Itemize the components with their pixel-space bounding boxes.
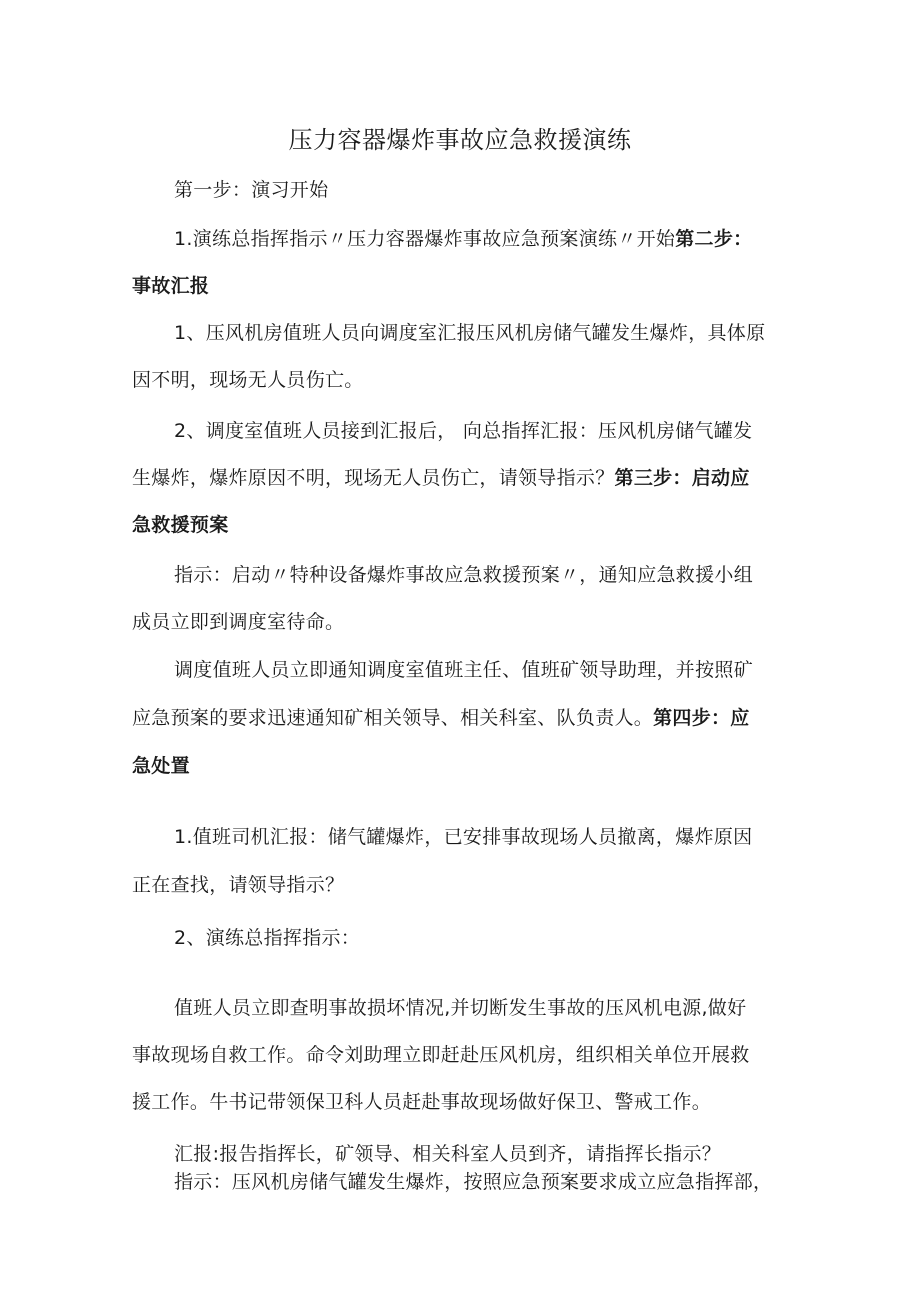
paragraph-line bbox=[132, 366, 364, 394]
step-three-heading-cont: 急救援预案 bbox=[132, 514, 229, 536]
paragraph-line bbox=[132, 1088, 711, 1116]
line-text: 生爆炸，爆炸原因不明，现场无人员伤亡，请领导指示？ bbox=[132, 467, 615, 489]
line-text: 事故现场自救工作。命令刘助理立即赶赴压风机房，组织相关单位开展救 bbox=[132, 1044, 750, 1066]
line-text: 1.演练总指挥指示〃压力容器爆炸事故应急预案演练〃开始 bbox=[174, 228, 676, 250]
step-two-heading: 第二步： bbox=[675, 228, 753, 250]
paragraph-line bbox=[132, 608, 344, 636]
paragraph-line bbox=[174, 1140, 721, 1168]
line-text: 援工作。牛书记带领保卫科人员赶赴事故现场做好保卫、警戒工作。 bbox=[132, 1091, 712, 1113]
line-text: 2、调度室值班人员接到汇报后， 向总指挥汇报：压风机房储气罐发 bbox=[174, 420, 753, 442]
paragraph-line bbox=[174, 924, 360, 952]
line-text: 汇报:报告指挥长，矿领导、相关科室人员到齐，请指挥长指示？ bbox=[174, 1143, 722, 1165]
paragraph-line bbox=[132, 464, 750, 492]
paragraph-line bbox=[132, 704, 750, 732]
paragraph-line bbox=[174, 823, 752, 851]
step-one-line bbox=[174, 176, 328, 204]
document-title: 压力容器爆炸事故应急救援演练 bbox=[288, 126, 632, 154]
line-text: 应急预案的要求迅速通知矿相关领导、相关科室、队负责人。 bbox=[132, 707, 654, 729]
paragraph-line bbox=[174, 225, 752, 253]
paragraph-line bbox=[174, 417, 752, 445]
paragraph-line bbox=[174, 994, 746, 1022]
step-three-heading: 第三步：启动应 bbox=[614, 467, 750, 489]
step-one-text: 第一步：演习开始 bbox=[174, 179, 329, 201]
paragraph-line bbox=[174, 319, 765, 347]
step-two-heading-cont: 事故汇报 bbox=[132, 275, 210, 297]
paragraph-line bbox=[132, 752, 190, 780]
line-text: 1.值班司机汇报：储气罐爆炸，已安排事故现场人员撤离，爆炸原因 bbox=[174, 826, 753, 848]
paragraph-line bbox=[132, 272, 209, 300]
step-four-heading-cont: 急处置 bbox=[132, 755, 190, 777]
line-text: 因不明，现场无人员伤亡。 bbox=[132, 369, 364, 391]
line-text: 1、压风机房值班人员向调度室汇报压风机房储气罐发生爆炸，具体原 bbox=[174, 322, 766, 344]
paragraph-line bbox=[174, 1168, 772, 1196]
paragraph-line bbox=[132, 871, 344, 899]
line-text: 值班人员立即查明事故损坏情况,并切断发生事故的压风机电源,做好 bbox=[174, 997, 747, 1019]
paragraph-line bbox=[132, 511, 229, 539]
paragraph-line bbox=[132, 1041, 750, 1069]
line-text: 2、演练总指挥指示： bbox=[174, 927, 361, 949]
step-four-heading: 第四步：应 bbox=[653, 707, 750, 729]
line-text: 指示：启动〃特种设备爆炸事故应急救援预案〃，通知应急救援小组 bbox=[174, 564, 754, 586]
paragraph-line bbox=[174, 656, 753, 684]
line-text: 正在查找，请领导指示？ bbox=[132, 874, 345, 896]
line-text: 指示：压风机房储气罐发生爆炸，按照应急预案要求成立应急指挥部， bbox=[174, 1171, 773, 1193]
line-text: 成员立即到调度室待命。 bbox=[132, 611, 345, 633]
paragraph-line bbox=[174, 561, 753, 589]
line-text: 调度值班人员立即通知调度室值班主任、值班矿领导助理，并按照矿 bbox=[174, 659, 754, 681]
